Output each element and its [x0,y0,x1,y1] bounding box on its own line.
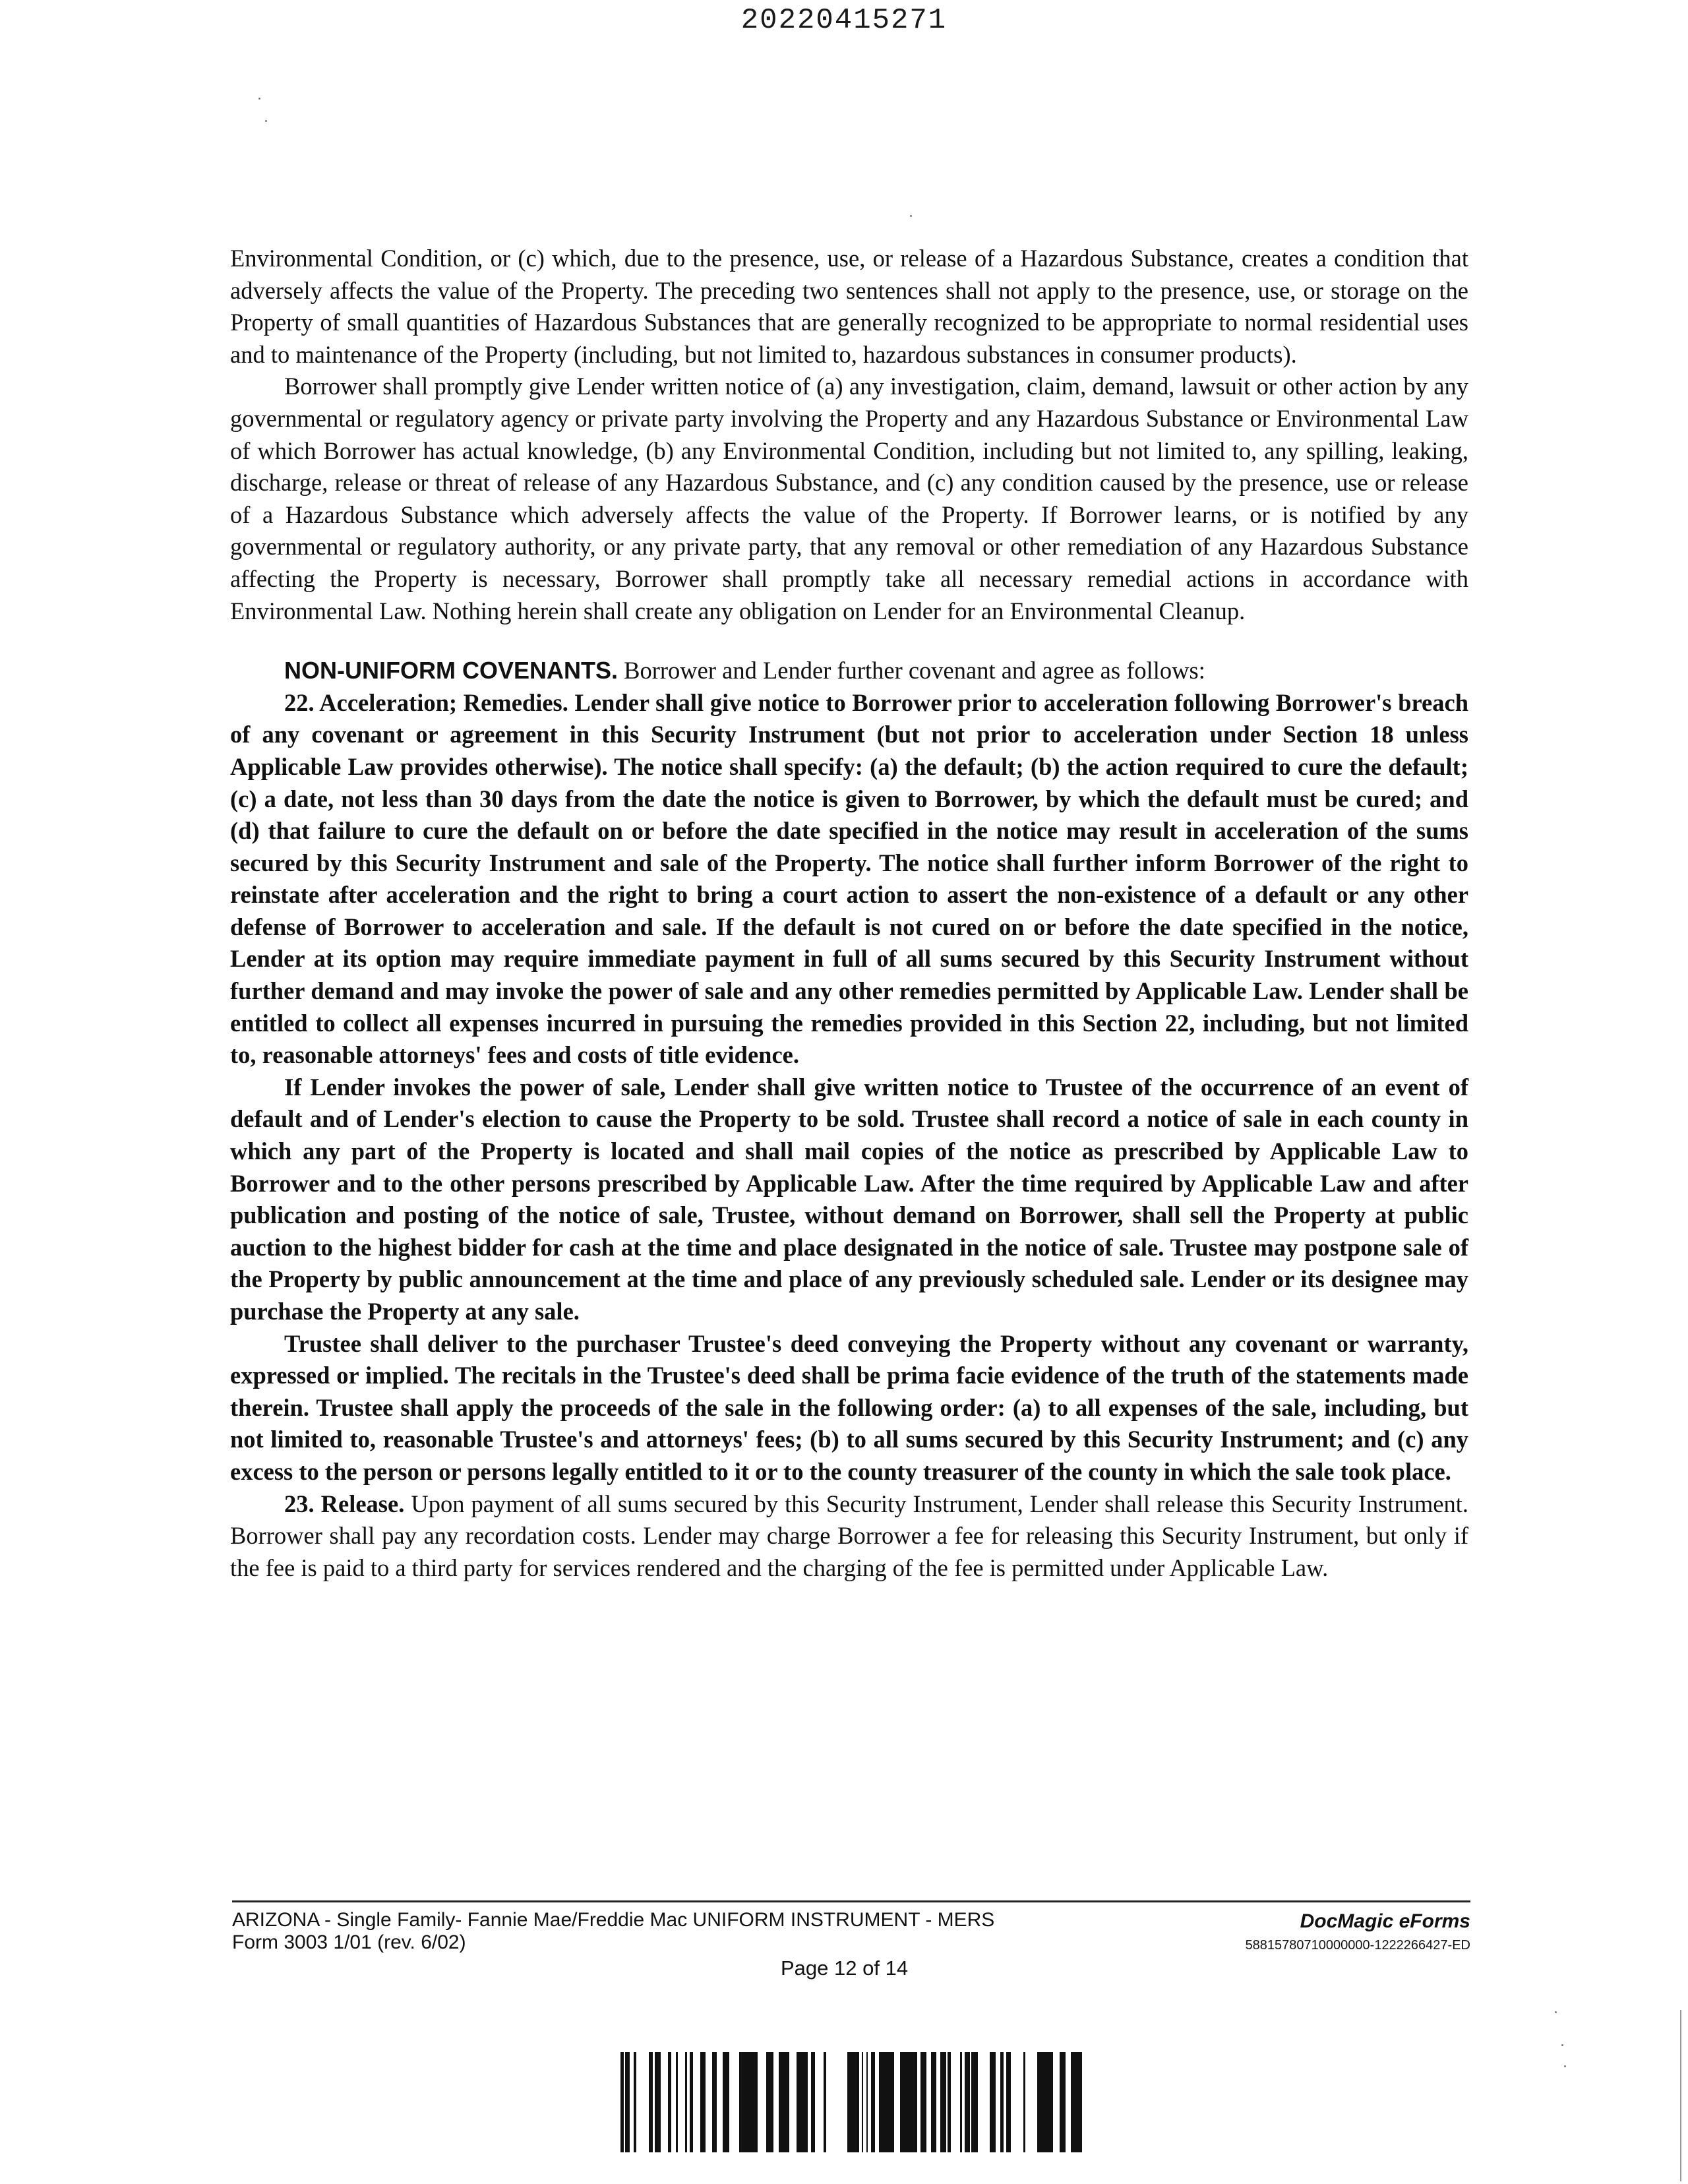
barcode-bar [1011,2052,1017,2152]
power-of-sale-paragraph: If Lender invokes the power of sale, Lender shall give written notice to Trustee of the occurrence of an event of default and of Lender's election to cause the Property to be sold. Trustee shall record a notice of sale in each county in which any part of the Property is located and shall mail copies of the notice as prescribed by Applicable Law to Borrower and to the other persons prescribed by Applicable Law. After the time required by Applicable Law and after publication and posting of the notice of sale, Trustee, without demand on Borrower, shall sell the Property at public auction to the highest bidder for cash at the time and place designated in the notice of sale. Trustee may postpone sale of the Property by public announcement at the time and place of any previously scheduled sale. Lender or its designee may purchase the Property at any sale. [230,1073,1468,1325]
barcode-bar [965,2052,971,2152]
section-23-heading: 23. Release. [284,1490,405,1517]
barcode-bar [903,2052,909,2152]
barcode-bar [894,2052,900,2152]
docmagic-logo: DocMagic eForms [1300,1910,1470,1932]
barcode-bar [815,2052,820,2152]
barcode-bar [753,2052,758,2152]
barcode-bar [1077,2052,1082,2152]
scan-speck [1561,2044,1563,2046]
barcode-bar [671,2052,676,2152]
barcode-bar [1053,2052,1058,2152]
recording-number: 20220415271 [740,4,948,37]
non-uniform-covenants-heading: NON-UNIFORM COVENANTS. [284,657,618,684]
document-body [230,243,1468,1584]
page-number: Page 12 of 14 [781,1957,909,1980]
barcode-bar [1037,2052,1042,2152]
scan-speck [1564,2065,1566,2067]
barcode-bar [982,2052,987,2152]
barcode-bar [801,2052,806,2152]
barcode-bar [829,2052,835,2152]
barcode-bar [700,2052,706,2152]
form-identification [232,1909,994,1954]
barcode-bar [644,2052,649,2152]
barcode-bar [940,2052,946,2152]
barcode-bar [747,2052,753,2152]
scan-speck [265,120,267,122]
barcode-bar [855,2052,859,2152]
barcode-bar [712,2052,717,2152]
barcode-bar [797,2052,801,2152]
section-22-acceleration-remedies: 22. Acceleration; Remedies. Lender shall give notice to Borrower prior to acceleration following Borrower's breach of any covenant or agreement in this Security Instrument (but not prior to acceleration under Section 18 unless Applicable Law provides otherwise). The notice shall specify: (a) the default; (b) the action required to cure the default; (c) a date, not less than 30 days from the date the notice is given to Borrower, by which the default must be cured; and (d) that failure to cure the default on or before the date specified in the notice may result in acceleration of the sums secured by this Security Instrument and sale of the Property. The notice shall further inform Borrower of the right to reinstate after acceleration and the right to bring a court action to assert the non-existence of a default or any other defense of Borrower to acceleration and sale. If the default is not cured on or before the date specified in the notice, Lender at its option may require immediate payment in full of all sums secured by this Security Instrument without further demand and may invoke the power of sale and any other remedies permitted by Applicable Law. Lender shall be entitled to collect all expenses incurred in pursuing the remedies provided in this Section 22, including, but not limited to, reasonable attorneys' fees and costs of title evidence. [230,688,1468,1069]
page-footer [232,1900,1470,1980]
scan-edge-line [1680,2010,1681,2181]
barcode-bar [913,2052,917,2152]
document-id: 58815780710000000-1222266427-ED [1245,1938,1470,1953]
barcode-bar [735,2052,739,2152]
barcode-bar [717,2052,723,2152]
barcode-bar [766,2052,771,2152]
barcode-bar [990,2052,996,2152]
scan-speck [1555,2011,1557,2013]
section-23-release [230,1488,1468,1585]
covenants-intro: Borrower and Lender further covenant and agree as follows: [618,657,1205,684]
scan-speck [258,98,260,100]
borrower-notice-paragraph: Borrower shall promptly give Lender written notice of (a) any investigation, claim, demand, lawsuit or other action by any governmental or regulatory agency or private party involving the Property and any Hazardous Substance or Environmental Law of which Borrower has actual knowledge, (b) any Environmental Condition, including but not limited to, any spilling, leaking, discharge, release or threat of release of any Hazardous Substance, and (c) any condition caused by the presence, use or release of a Hazardous Substance which adversely affects the value of the Property. If Borrower learns, or is notified by any governmental or regulatory authority, or any private party, that any removal or other remediation of any Hazardous Substance affecting the Property is necessary, Borrower shall promptly take all necessary remedial actions in accordance with Environmental Law. Nothing herein shall create any obligation on Lender for an Environmental Cleanup. [230,373,1468,624]
barcode-bar [931,2052,936,2152]
form-title-line: ARIZONA - Single Family- Fannie Mae/Freddie Mac UNIFORM INSTRUMENT - MERS [232,1909,995,1931]
barcode-bar [655,2052,661,2152]
trustee-deed-paragraph: Trustee shall deliver to the purchaser Trustee's deed conveying the Property without any covenant or warranty, expressed or implied. The recitals in the Trustee's deed shall be prima facie evidence of the truth of the statements made therein. Trustee shall apply the proceeds of the sale in the following order: (a) to all expenses of the sale, including, but not limited to, reasonable Trustee's and attorneys' fees; (b) to all sums secured by this Security Instrument; and (c) any excess to the person or persons legally entitled to it or to the county treasurer of the county in which the sale took place. [230,1329,1468,1485]
barcode-bar [662,2052,668,2152]
barcode-bar [1071,2052,1077,2152]
barcode-bar [1044,2052,1050,2152]
barcode-bar [1025,2052,1031,2152]
barcode-bar [742,2052,747,2152]
barcode-bar [636,2052,641,2152]
barcode-bar [926,2052,931,2152]
barcode-bar [920,2052,926,2152]
barcode-bar [789,2052,795,2152]
non-uniform-covenants-paragraph [230,655,1468,687]
scan-speck [910,215,912,217]
environmental-condition-paragraph: Environmental Condition, or (c) which, due to the presence, use, or release of a Hazardous Substance, creates a condition that adversely affects the value of the Property. The preceding two sentences shall not apply to the presence, use, or storage on the Property of small quantities of Hazardous Substances that are generally recognized to be appropriate to normal residential uses and to maintenance of the Property (including, but not limited to, hazardous substances in consumer products). [230,245,1468,368]
barcode-bar [885,2052,891,2152]
form-number-line: Form 3003 1/01 (rev. 6/02) [232,1931,466,1953]
barcode-bar [955,2052,960,2152]
barcode-bar [880,2052,885,2152]
barcode-image [620,2052,1082,2152]
section-23-text: Upon payment of all sums secured by this Security Instrument, Lender shall release this Security Instrument. Borrower shall pay any recordation costs. Lender may charge Borrower a fee for releasing this Security Instrument, but only if the fee is paid to a third party for services rendered and the charging of the fee is permitted under Applicable Law. [230,1490,1468,1581]
barcode-bar [951,2052,955,2152]
